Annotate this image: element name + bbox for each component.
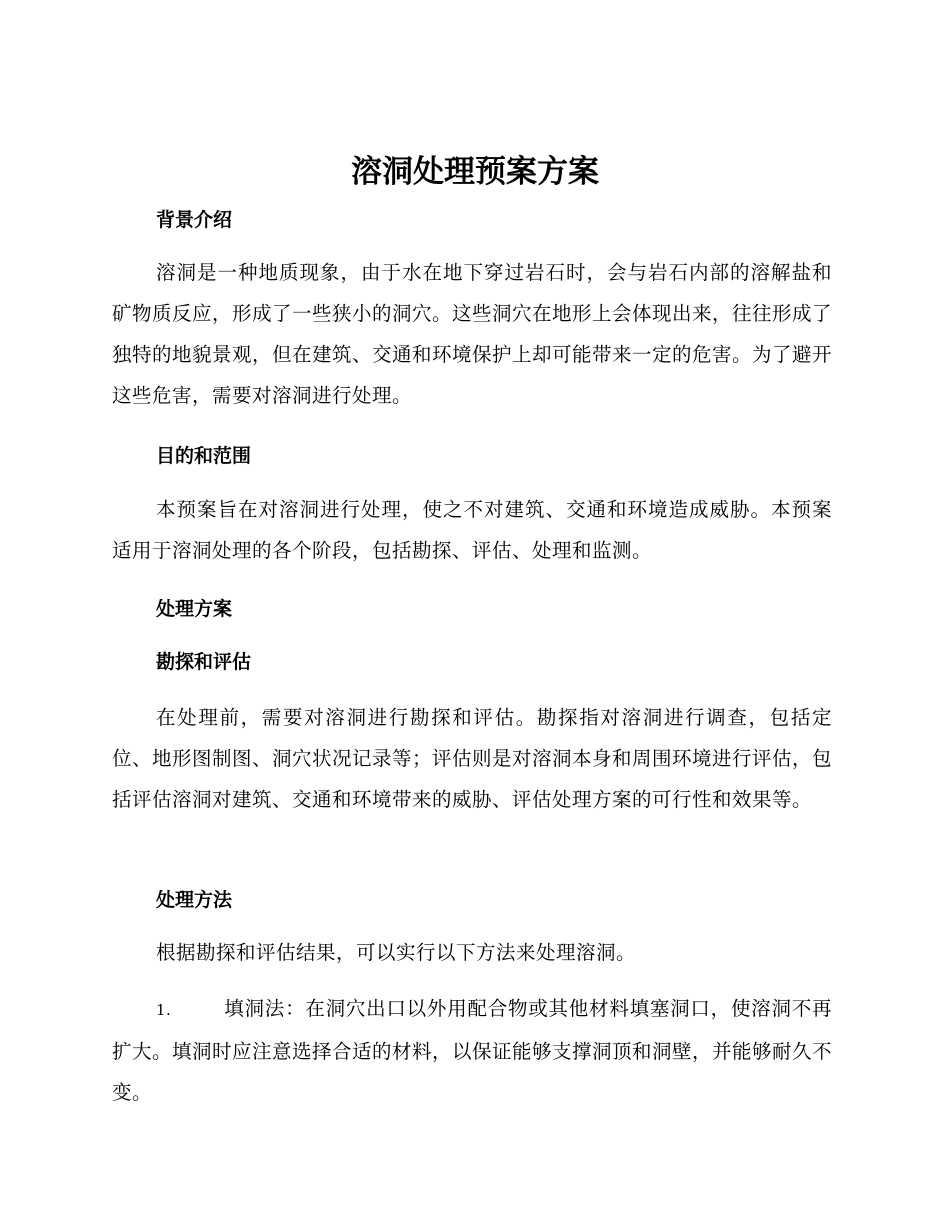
section-paragraph-purpose-scope: 本预案旨在对溶洞进行处理，使之不对建筑、交通和环境造成威胁。本预案适用于溶洞处理的各个阶段，包括勘探、评估、处理和监测。	[112, 498, 832, 562]
section-heading-background: 背景介绍	[156, 209, 233, 231]
list-item	[112, 988, 832, 1113]
section-heading-treatment-methods: 处理方法	[156, 889, 233, 911]
list-item-number: 1.	[156, 1001, 172, 1019]
document-title: 溶洞处理预案方案	[351, 154, 599, 190]
section-heading-survey-evaluation: 勘探和评估	[156, 651, 252, 673]
list-item-text: 填洞法：在洞穴出口以外用配合物或其他材料填塞洞口，使溶洞不再扩大。填洞时应注意选择合适的材料，以保证能够支撑洞顶和洞壁，并能够耐久不变。	[112, 997, 833, 1104]
section-paragraph-survey-evaluation: 在处理前，需要对溶洞进行勘探和评估。勘探指对溶洞进行调查，包括定位、地形图制图、洞穴状况记录等；评估则是对溶洞本身和周围环境进行评估，包括评估溶洞对建筑、交通和环境带来的威胁、评估处理方案的可行性和效果等。	[112, 706, 833, 811]
section-paragraph-background: 溶洞是一种地质现象，由于水在地下穿过岩石时，会与岩石内部的溶解盐和矿物质反应，形成了一些狭小的洞穴。这些洞穴在地形上会体现出来，往往形成了独特的地貌景观，但在建筑、交通和环境保护上却可能带来一定的危害。为了避开这些危害，需要对溶洞进行处理。	[112, 261, 833, 407]
section-paragraph-treatment-methods: 根据勘探和评估结果，可以实行以下方法来处理溶洞。	[156, 941, 637, 964]
section-heading-purpose-scope: 目的和范围	[156, 445, 252, 467]
section-heading-treatment-plan: 处理方案	[156, 598, 233, 620]
